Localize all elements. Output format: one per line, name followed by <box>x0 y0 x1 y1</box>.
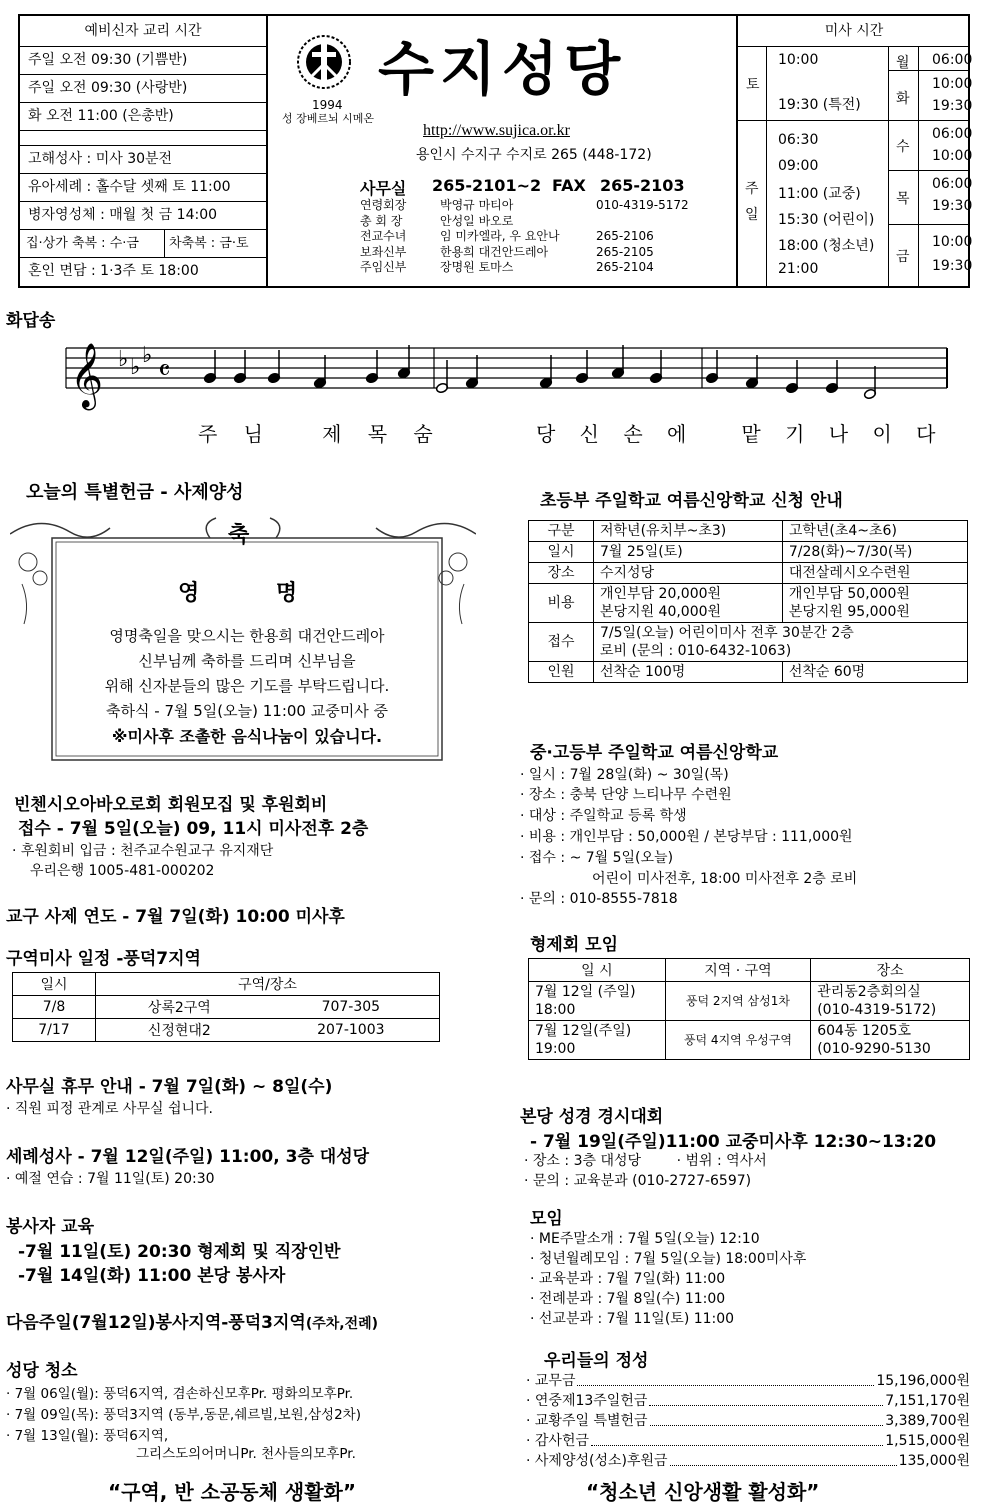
staff-name: 임 미카엘라, 우 요안나 <box>440 229 560 243</box>
logo-caption: 성 장베르뇌 시메온 <box>282 112 375 125</box>
mid-school-line: · 문의 : 010-8555-7818 <box>520 891 678 907</box>
cleaning-title: 성당 청소 <box>6 1361 78 1381</box>
table-cell: 개인부담 50,000원 본당지원 95,000원 <box>782 584 967 623</box>
sick-communion: 병자영성체 : 매월 첫 금 14:00 <box>20 202 266 230</box>
table-header: 고학년(초4~초6) <box>782 521 967 542</box>
staff-role: 주임신부 <box>360 260 407 274</box>
table-cell: 7/28(화)~7/30(목) <box>782 542 967 563</box>
sat-time: 10:00 <box>778 52 819 68</box>
weekday-label: 목 <box>896 191 910 207</box>
district-area: 상록2구역 <box>96 996 263 1019</box>
office-closed-title: 사무실 휴무 안내 - 7월 7일(화) ~ 8일(수) <box>6 1077 333 1097</box>
row-label: 비용 <box>529 584 594 623</box>
staff-name: 장명원 토마스 <box>440 260 514 274</box>
sat-label: 토 <box>746 77 760 93</box>
church-address: 용인시 수지구 수지로 265 (448-172) <box>416 147 652 163</box>
website-link[interactable]: http://www.sujica.or.kr <box>423 122 570 139</box>
mid-school-line: 어린이 미사전후, 18:00 미사전후 2층 로비 <box>592 871 858 887</box>
elem-school-table <box>528 520 968 683</box>
row-label: 일시 <box>529 542 594 563</box>
district-mass-table <box>12 972 440 1042</box>
weekday-label: 월 <box>896 55 910 71</box>
svg-text:♭: ♭ <box>130 355 141 380</box>
svg-text:𝄴: 𝄴 <box>158 354 171 387</box>
staff-phone: 265-2104 <box>596 260 654 274</box>
confession-time: 고해성사 : 미사 30분전 <box>20 146 266 174</box>
table-row <box>529 542 968 563</box>
feast-message <box>52 624 442 749</box>
mass-title: 미사 시간 <box>738 16 970 47</box>
table-row <box>529 584 968 623</box>
infant-baptism: 유아세례 : 홀수달 셋째 토 11:00 <box>20 174 266 202</box>
sun-time: 18:00 (청소년) <box>778 238 875 254</box>
svg-text:♭: ♭ <box>142 343 153 368</box>
svg-text:♭: ♭ <box>118 347 129 372</box>
volunteer-line: -7월 14일(화) 11:00 본당 봉사자 <box>18 1266 286 1286</box>
staff-name: 박영규 마티아 <box>440 198 514 212</box>
sat-time: 19:30 (특전) <box>778 97 861 113</box>
district-area: 신정현대2 <box>96 1019 263 1042</box>
vincent-title-2: 접수 - 7월 5일(오늘) 09, 11시 미사전후 2층 <box>18 819 369 839</box>
staff-role: 전교수녀 <box>360 229 407 243</box>
staff-phone: 265-2106 <box>596 229 654 243</box>
donation-label: · 연중제13주일헌금 <box>526 1393 648 1409</box>
row-label: 인원 <box>529 662 594 683</box>
weekday-time: 19:30 <box>932 198 973 214</box>
donation-label: · 감사헌금 <box>526 1433 589 1449</box>
marriage-interview: 혼인 면담 : 1·3주 토 18:00 <box>28 263 199 279</box>
meeting-line: · 선교분과 : 7월 11일(토) 11:00 <box>530 1311 735 1327</box>
donation-amount: 1,515,000원 <box>885 1433 970 1449</box>
mid-school-line: · 접수 : ~ 7월 5일(오늘) <box>520 850 674 866</box>
staff-phone <box>596 214 689 230</box>
staff-names <box>440 198 560 276</box>
donation-label: · 교황주일 특별헌금 <box>526 1413 648 1429</box>
feast-title: 영 명 <box>178 581 298 606</box>
donation-row <box>526 1430 970 1450</box>
district-mass-title: 구역미사 일정 -풍덕7지역 <box>6 949 201 969</box>
table-row <box>13 996 440 1019</box>
sun-time: 06:30 <box>778 132 819 148</box>
table-header: 일시 <box>13 973 96 996</box>
table-header: 지역 · 구역 <box>665 959 811 982</box>
weekday-time: 06:00 <box>932 52 973 68</box>
catechism-row: 주일 오전 09:30 (기쁨반) <box>20 47 266 75</box>
psalm-title: 화답송 <box>6 311 56 331</box>
mid-school-line: · 대상 : 주일학교 등록 학생 <box>520 808 687 824</box>
table-cell: 대전살레시오수련원 <box>782 563 967 584</box>
ordination-notice: 교구 사제 연도 - 7월 7일(화) 10:00 미사후 <box>6 907 345 927</box>
donations-title: 우리들의 정성 <box>544 1351 649 1371</box>
weekday-time: 10:00 <box>932 76 973 92</box>
table-row <box>13 1019 440 1042</box>
staff-phone: 265-2105 <box>596 244 654 259</box>
table-cell: 7/5일(오늘) 어린이미사 전후 30분간 2층 로비 (문의 : 010-6432-1063) <box>594 623 968 662</box>
row-label: 장소 <box>529 563 594 584</box>
church-logo-icon <box>288 26 368 106</box>
feast-card <box>10 514 476 766</box>
meeting-line: · ME주말소개 : 7월 5일(오늘) 12:10 <box>530 1231 760 1247</box>
sun-label: 주일 <box>745 181 759 223</box>
feast-line: 위해 신자분들의 많은 기도를 부탁드립니다. <box>104 677 390 695</box>
next-week-suffix: (주차,전례) <box>305 1316 379 1332</box>
mid-school-line: · 비용 : 개인부담 : 50,000원 / 본당부담 : 111,000원 <box>520 829 853 845</box>
brothers-table <box>528 958 970 1060</box>
table-header: 구역/장소 <box>96 973 440 996</box>
donation-row <box>526 1410 970 1430</box>
psalm-lyrics-1: 주 님 제 목 숨 <box>198 422 443 446</box>
svg-text:𝄞: 𝄞 <box>70 343 104 408</box>
meeting-line: · 교육분과 : 7월 7일(화) 11:00 <box>530 1271 726 1287</box>
office-phone: 265-2101~2 <box>432 176 542 195</box>
cleaning-line: 그리스도의어머니Pr. 천사들의모후Pr. <box>136 1446 356 1462</box>
church-info <box>268 16 738 286</box>
table-row <box>529 1021 970 1060</box>
meeting-line: · 전례분과 : 7월 8일(수) 11:00 <box>530 1291 726 1307</box>
catechism-schedule-box <box>20 16 268 286</box>
table-cell: 선착순 100명 <box>594 662 783 683</box>
next-week-main: 다음주일(7월12일)봉사지역-풍덕3지역 <box>6 1313 306 1333</box>
table-header: 장소 <box>811 959 970 982</box>
donation-amount: 7,151,170원 <box>885 1393 970 1409</box>
meetings-title: 모임 <box>530 1209 563 1229</box>
bible-line: · 문의 : 교육분과 (010-2727-6597) <box>524 1173 752 1189</box>
next-week-service <box>6 1308 378 1333</box>
weekday-time: 06:00 <box>932 126 973 142</box>
staff-phone: 010-4319-5172 <box>596 198 689 212</box>
cleaning-line: · 7월 09일(목): 풍덕3지역 (동부,동문,쉐르빌,보원,삼성2차) <box>6 1407 361 1423</box>
table-row <box>529 563 968 584</box>
sun-time: 09:00 <box>778 158 819 174</box>
car-blessing: 차축복 : 금·토 <box>169 236 249 251</box>
cleaning-line: · 7월 13일(월): 풍덕6지역, <box>6 1428 169 1444</box>
vincent-title-1: 빈첸시오아바오로회 회원모집 및 후원회비 <box>14 795 328 815</box>
mid-school-line: · 장소 : 충북 단양 느티나무 수련원 <box>520 787 732 803</box>
mid-school-title: 중·고등부 주일학교 여름신앙학교 <box>530 743 779 763</box>
weekday-time: 19:30 <box>932 258 973 274</box>
music-staff <box>62 336 952 416</box>
special-offering: 오늘의 특별헌금 - 사제양성 <box>26 482 244 503</box>
sun-time: 11:00 (교중) <box>778 186 861 202</box>
staff-roles <box>360 198 406 276</box>
meeting-area: 풍덕 4지역 우성구역 <box>665 1021 811 1060</box>
bible-sub: - 7월 19일(주일)11:00 교중미사후 12:30~13:20 <box>530 1132 937 1152</box>
sun-time: 15:30 (어린이) <box>778 212 875 228</box>
cleaning-line: · 7월 06일(월): 풍덕6지역, 겸손하신모후Pr. 평화의모후Pr. <box>6 1386 354 1402</box>
blessing-row <box>20 230 266 258</box>
feast-line: 축하식 - 7월 5일(오늘) 11:00 교중미사 중 <box>106 702 388 720</box>
feast-note: ※미사후 조촐한 음식나눔이 있습니다. <box>111 727 383 746</box>
weekday-time: 19:30 <box>932 98 973 114</box>
row-label: 접수 <box>529 623 594 662</box>
donation-row <box>526 1390 970 1410</box>
mass-times-box <box>738 16 973 286</box>
feast-line: 영명축일을 맞으시는 한용희 대건안드레아 <box>109 627 385 645</box>
feast-line: 신부님께 축하를 드리며 신부님을 <box>138 652 356 670</box>
mid-school-line: · 일시 : 7월 28일(화) ~ 30일(목) <box>520 767 729 783</box>
donation-label: · 사제양성(성소)후원금 <box>526 1453 668 1469</box>
meeting-date: 7월 12일 (주일) 18:00 <box>529 982 666 1021</box>
table-cell: 개인부담 20,000원 본당지원 40,000원 <box>594 584 783 623</box>
fax-label: FAX <box>552 176 586 195</box>
district-date: 7/8 <box>13 996 96 1019</box>
volunteer-line: -7월 11일(토) 20:30 형제회 및 직장인반 <box>18 1242 341 1262</box>
staff-role: 보좌신부 <box>360 244 407 259</box>
psalm-lyrics-2: 당 신 손 에 맡 기 나 이 다 <box>536 422 945 446</box>
brothers-title: 형제회 모임 <box>530 935 619 955</box>
volunteer-title: 봉사자 교육 <box>6 1217 95 1237</box>
table-cell: 수지성당 <box>594 563 783 584</box>
table-row <box>529 623 968 662</box>
donation-amount: 3,389,700원 <box>885 1413 970 1429</box>
vincent-bank: 우리은행 1005-481-000202 <box>30 863 215 879</box>
district-date: 7/17 <box>13 1019 96 1042</box>
staff-phones <box>596 198 689 276</box>
donation-row <box>526 1450 970 1470</box>
catechism-row: 주일 오전 09:30 (사랑반) <box>20 75 266 103</box>
table-header: 저학년(유치부~초3) <box>594 521 783 542</box>
staff-role: 총 회 장 <box>360 213 403 228</box>
house-blessing: 집·상가 축복 : 수·금 <box>20 230 165 257</box>
meeting-area: 풍덕 2지역 삼성1차 <box>665 982 811 1021</box>
baptism-note: · 예절 연습 : 7월 11일(토) 20:30 <box>6 1171 215 1187</box>
office-closed-note: · 직원 피정 관계로 사무실 쉽니다. <box>6 1101 213 1117</box>
weekday-label: 금 <box>896 249 910 265</box>
table-header: 구분 <box>529 521 594 542</box>
donation-row <box>526 1370 970 1390</box>
district-address: 707-305 <box>263 996 440 1019</box>
logo-year: 1994 <box>312 98 343 112</box>
baptism-title: 세례성사 - 7월 12일(주일) 11:00, 3층 대성당 <box>6 1147 370 1167</box>
weekday-time: 06:00 <box>932 176 973 192</box>
bible-title: 본당 성경 경시대회 <box>520 1107 664 1127</box>
weekday-time: 10:00 <box>932 148 973 164</box>
bulletin-header <box>18 14 973 288</box>
vincent-account: · 후원회비 입금 : 천주교수원교구 유지재단 <box>12 843 274 859</box>
office-label: 사무실 <box>360 179 407 198</box>
slogan-left: “구역, 반 소공동체 생활화” <box>108 1480 356 1504</box>
meeting-place: 관리동2층회의실 (010-4319-5172) <box>811 982 970 1021</box>
church-name: 수지성당 <box>378 35 627 103</box>
elem-school-title: 초등부 주일학교 여름신앙학교 신청 안내 <box>540 491 843 511</box>
staff-role: 연령회장 <box>360 198 407 212</box>
meeting-place: 604동 1205호 (010-9290-5130 <box>811 1021 970 1060</box>
meeting-date: 7월 12일(주일) 19:00 <box>529 1021 666 1060</box>
table-row <box>529 662 968 683</box>
table-cell: 7월 25일(토) <box>594 542 783 563</box>
donation-amount: 15,196,000원 <box>876 1373 970 1389</box>
bible-line: · 장소 : 3층 대성당 · 범위 : 역사서 <box>524 1153 767 1169</box>
donation-amount: 135,000원 <box>898 1453 970 1469</box>
catechism-row: 화 오전 11:00 (은총반) <box>20 103 266 131</box>
table-header: 일 시 <box>529 959 666 982</box>
sun-time: 21:00 <box>778 261 819 277</box>
feast-badge: 축 <box>228 523 250 548</box>
donations-list <box>526 1370 970 1470</box>
weekday-time: 10:00 <box>932 234 973 250</box>
donation-label: · 교무금 <box>526 1373 576 1389</box>
slogan-right: “청소년 신앙생활 활성화” <box>586 1480 820 1504</box>
staff-name: 한용희 대건안드레아 <box>440 244 549 259</box>
table-row <box>529 521 968 542</box>
meeting-line: · 청년월례모임 : 7월 5일(오늘) 18:00미사후 <box>530 1251 807 1267</box>
weekday-label: 수 <box>896 139 910 155</box>
staff-name: 안성일 바오로 <box>440 213 514 228</box>
catechism-title: 예비신자 교리 시간 <box>20 16 266 47</box>
weekday-label: 화 <box>896 91 910 107</box>
fax-number: 265-2103 <box>600 176 685 195</box>
district-address: 207-1003 <box>263 1019 440 1042</box>
table-cell: 선착순 60명 <box>782 662 967 683</box>
table-row <box>529 982 970 1021</box>
